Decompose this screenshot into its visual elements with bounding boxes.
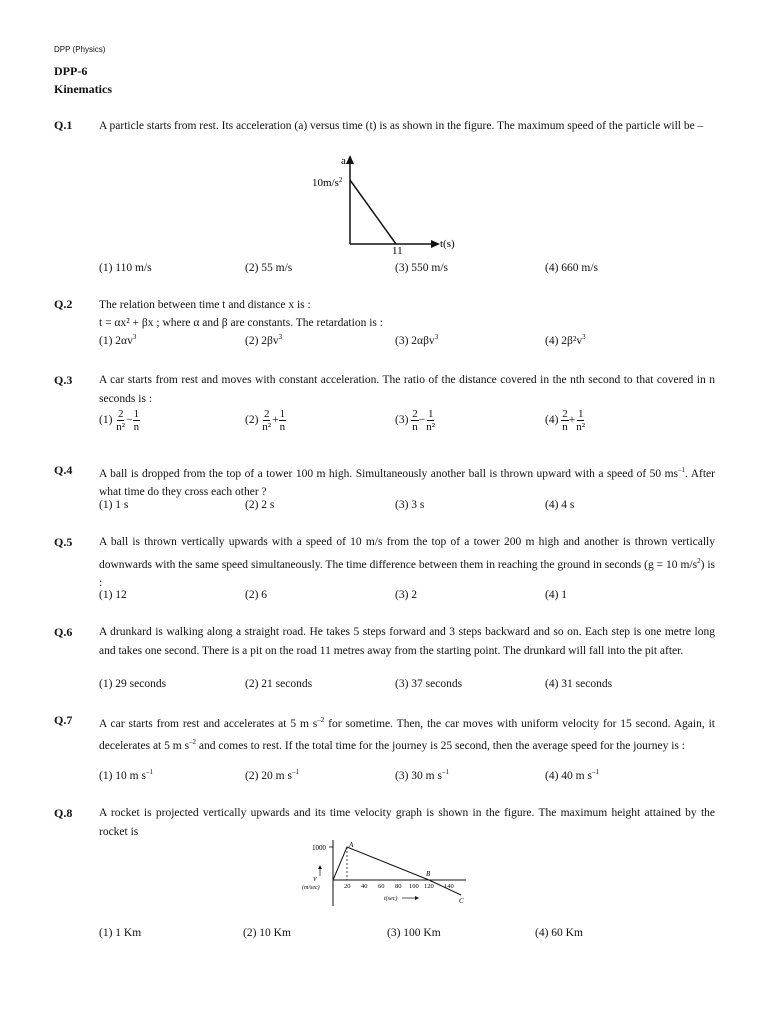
option-2[interactable]: (2) $\frac{2}{\text{n²}}$ + $\frac{1}{n}$	[245, 408, 286, 433]
page-subject: Kinematics	[54, 82, 112, 96]
option-1[interactable]: (1) 29 seconds	[99, 678, 167, 690]
acceleration-time-graph	[300, 152, 470, 260]
y-axis-label-unit: (m/sec)	[302, 885, 320, 891]
acceleration-line	[350, 180, 396, 244]
option-1[interactable]: (1) 1 Km	[99, 927, 142, 939]
option-1[interactable]: (1) 1 s	[99, 499, 129, 511]
option-4[interactable]: (4) 31 seconds	[545, 678, 613, 690]
option-1[interactable]: (1) $2\alpha v^3$	[99, 333, 137, 347]
question-text: A ball is thrown vertically upwards with a speed of 10 m/s from the top of a tower 200 m high and another is thrown vertically downwards with the same speed simultaneously. The time difference between them in reaching the ground in seconds (g = 10 $m/s^2$) is :	[99, 536, 716, 589]
y-axis-label: a	[341, 155, 346, 167]
question-text: The relation between time t and distance x is :	[99, 299, 311, 311]
option-4[interactable]: (4) $2\beta^2v^3$	[545, 333, 586, 347]
option-1[interactable]: (1) $\frac{2}{\text{n²}}$ − $\frac{1}{n}$	[99, 408, 140, 433]
fraction: $\frac{2}{n}$	[562, 408, 568, 433]
option-3[interactable]: (3) 100 Km	[387, 927, 441, 939]
option-2[interactable]: (2) 6	[245, 589, 268, 601]
y-label-arrowhead	[318, 865, 322, 869]
option-3[interactable]: (3) 3 s	[395, 499, 425, 511]
question-text: A rocket is projected vertically upwards and its time velocity graph is shown in the figure. The maximum height attained by the rocket is	[99, 807, 715, 838]
question-number: Q.6	[54, 625, 73, 639]
question-number: Q.1	[54, 118, 73, 132]
option-2[interactable]: (2) 20 m $s^{-1}$	[245, 768, 299, 782]
point-c-label: C	[459, 897, 464, 905]
option-2[interactable]: (2) 10 Km	[243, 927, 291, 939]
fraction: $\frac{2}{n}$	[412, 408, 418, 433]
option-4[interactable]: (4) 660 m/s	[545, 262, 599, 274]
question-number: Q.4	[54, 463, 73, 477]
question-text: A drunkard is walking along a straight road. He takes 5 steps forward and 3 steps backward and so on. Each step is one metre long and takes one second. There is a pit on the road 11 metres away from the starting point. The drunkard will fall into the pit after.	[99, 626, 715, 657]
question-number: Q.5	[54, 535, 73, 549]
x-tick-label: 11	[392, 245, 403, 257]
y-value-label: $10m/s^2$	[312, 176, 343, 189]
question-number: Q.8	[54, 806, 73, 820]
y-tick-label: 1000	[312, 844, 326, 852]
option-1[interactable]: (1) 110 m/s	[99, 262, 152, 274]
option-4[interactable]: (4) 40 m $s^{-1}$	[545, 768, 599, 782]
x-tick-label: 60	[378, 883, 385, 890]
option-1[interactable]: (1) 12	[99, 589, 127, 601]
x-tick-label: 80	[395, 883, 402, 890]
option-3[interactable]: (3) 550 m/s	[395, 262, 449, 274]
x-tick-label: 100	[409, 883, 419, 890]
option-3[interactable]: (3) 37 seconds	[395, 678, 463, 690]
option-4[interactable]: (4) $\frac{2}{n}$ + $\frac{1}{\text{n²}}$	[545, 408, 586, 433]
option-3[interactable]: (3) 30 m $s^{-1}$	[395, 768, 449, 782]
x-tick-label: 40	[361, 883, 368, 890]
header-tag: DPP (Physics)	[54, 45, 106, 54]
question-text: A car starts from rest and moves with constant acceleration. The ratio of the distance covered in the nth second to that covered in n seconds is :	[99, 374, 715, 405]
page-title: DPP-6	[54, 64, 88, 78]
fraction: $\frac{1}{n}$	[279, 408, 286, 433]
x-axis-arrow	[431, 240, 440, 248]
option-2[interactable]: (2) 2 s	[245, 499, 275, 511]
fraction: $\frac{2}{\text{n²}}$	[262, 408, 272, 433]
x-tick-label: 120	[424, 883, 434, 890]
question-number: Q.2	[54, 297, 73, 311]
x-tick-label: 140	[444, 883, 454, 890]
question-number: Q.7	[54, 713, 73, 727]
x-tick-label: 20	[344, 883, 351, 890]
option-4[interactable]: (4) 4 s	[545, 499, 575, 511]
y-axis-label-v: V	[313, 877, 317, 883]
question-text: A car starts from rest and accelerates at 5 m $s^{-2}$ for sometime. Then, the car moves with uniform velocity for 15 second. Again, it decelerates at 5 m $s^{-2}$ and comes to rest. If the total time for the journey is 25 second, then the average speed for the journey is :	[99, 716, 715, 753]
fraction: $\frac{2}{\text{n²}}$	[116, 408, 126, 433]
velocity-time-graph	[298, 838, 478, 910]
point-a-label: A	[349, 841, 354, 849]
option-4[interactable]: (4) 1	[545, 589, 568, 601]
x-axis-label: t(s)	[440, 238, 455, 250]
question-text: A particle starts from rest. Its acceleration (a) versus time (t) is as shown in the figure. The maximum speed of the particle will be –	[99, 120, 704, 132]
fraction: $\frac{1}{\text{n²}}$	[576, 408, 586, 433]
option-3[interactable]: (3) $\frac{2}{n}$ − $\frac{1}{\text{n²}}$	[395, 408, 436, 433]
x-axis-label: t(sec)	[384, 896, 398, 902]
option-2[interactable]: (2) 21 seconds	[245, 678, 313, 690]
question-equation: t = αx² + βx ; where α and β are constants. The retardation is :	[99, 317, 383, 329]
option-4[interactable]: (4) 60 Km	[535, 927, 583, 939]
option-3[interactable]: (3) 2	[395, 589, 418, 601]
option-3[interactable]: (3) 2αβv$^3$	[395, 333, 439, 347]
option-1[interactable]: (1) 10 m $s^{-1}$	[99, 768, 153, 782]
point-b-label: B	[426, 870, 431, 878]
question-number: Q.3	[54, 373, 73, 387]
fraction: $\frac{1}{\text{n²}}$	[426, 408, 436, 433]
option-2[interactable]: (2) $2\beta v^3$	[245, 333, 283, 347]
question-text: A ball is dropped from the top of a tower 100 m high. Simultaneously another ball is thrown upward with a speed of 50 $ms^{-1}$. After what time do they cross each other ?	[99, 466, 715, 499]
y-axis-arrow	[346, 155, 354, 164]
fraction: $\frac{1}{n}$	[133, 408, 140, 433]
option-2[interactable]: (2) 55 m/s	[245, 262, 293, 274]
x-label-arrowhead	[415, 896, 419, 900]
